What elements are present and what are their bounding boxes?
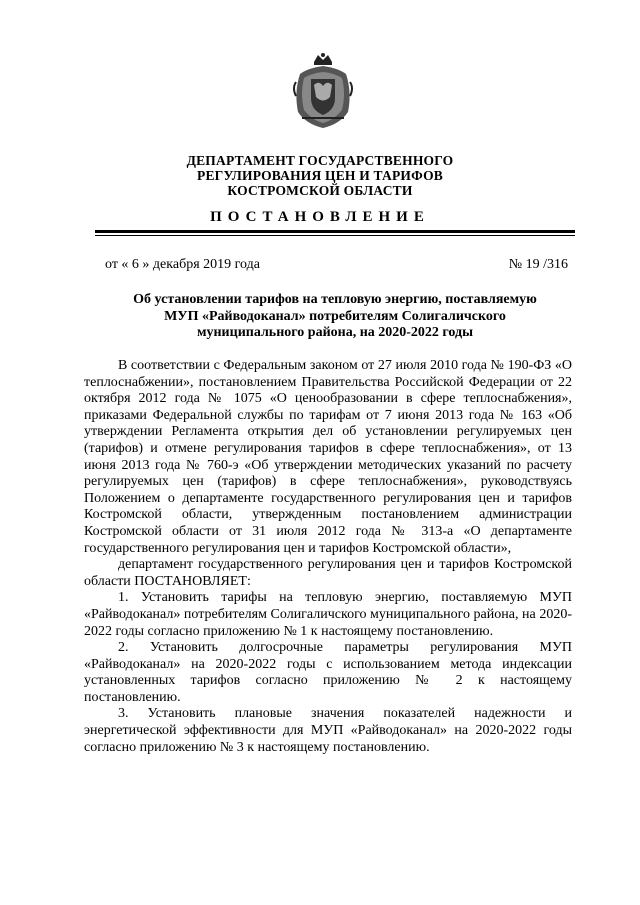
document-number: № 19 /316 xyxy=(508,257,568,272)
document-date: от « 6 » декабря 2019 года xyxy=(105,257,260,272)
document-title-line: Об установлении тарифов на тепловую энергию, поставляемую xyxy=(133,292,537,307)
header-rule-thin xyxy=(95,235,575,236)
document-type-heading: ПОСТАНОВЛЕНИЕ xyxy=(210,209,430,225)
document-body xyxy=(84,358,572,756)
department-header xyxy=(0,153,640,198)
preamble-paragraph: В соответствии с Федеральным законом от 27 июля 2010 года № 190-ФЗ «О теплоснабжении», постановлением Правительства Российской Федерации от 22 октября 2012 года № 1075 «О ценообразовании в сфере теплоснабжения», приказами Федеральной службы по тарифам от 7 июня 2013 года № 163 «Об утверждении Регламента открытия дел об установлении регулируемых цен (тарифов) и отмене регулирования тарифов в сфере теплоснабжения», от 13 июня 2013 года № 760-э «Об утверждении методических указаний по расчету регулируемых цен (тарифов) в сфере теплоснабжения», руководствуясь Положением о департаменте государственного регулирования цен и тарифов Костромской области, утвержденным постановлением администрации Костромской области от 31 июля 2012 года № 313-а «О департаменте государственного регулирования цен и тарифов Костромской области», xyxy=(84,358,572,556)
resolution-paragraph: департамент государственного регулирования цен и тарифов Костромской области ПОСТАНОВЛЯЕТ: xyxy=(84,557,572,589)
document-title-line: муниципального района, на 2020-2022 годы xyxy=(196,325,474,340)
document-title xyxy=(95,292,575,342)
clause-1: 1. Установить тарифы на тепловую энергию, поставляемую МУП «Райводоканал» потребителям Солигаличского муниципального района, на 2020-2022 годы согласно приложению № 1 к настоящему постановлению. xyxy=(84,590,572,639)
department-header-line: РЕГУЛИРОВАНИЯ ЦЕН И ТАРИФОВ xyxy=(197,168,443,183)
header-rule-thick xyxy=(95,230,575,233)
department-header-line: КОСТРОМСКОЙ ОБЛАСТИ xyxy=(227,183,413,198)
clause-3: 3. Установить плановые значения показателей надежности и энергетической эффективности для МУП «Райводоканал» на 2020-2022 годы согласно приложению № 3 к настоящему постановлению. xyxy=(84,706,572,755)
department-header-line: ДЕПАРТАМЕНТ ГОСУДАРСТВЕННОГО xyxy=(186,153,454,168)
coat-of-arms-icon xyxy=(292,52,354,130)
clause-2: 2. Установить долгосрочные параметры регулирования МУП «Райводоканал» на 2020-2022 годы с использованием метода индексации установленных тарифов согласно приложению № 2 к настоящему постановлению. xyxy=(84,640,572,705)
document-title-line: МУП «Райводоканал» потребителям Солигаличского xyxy=(164,308,506,324)
